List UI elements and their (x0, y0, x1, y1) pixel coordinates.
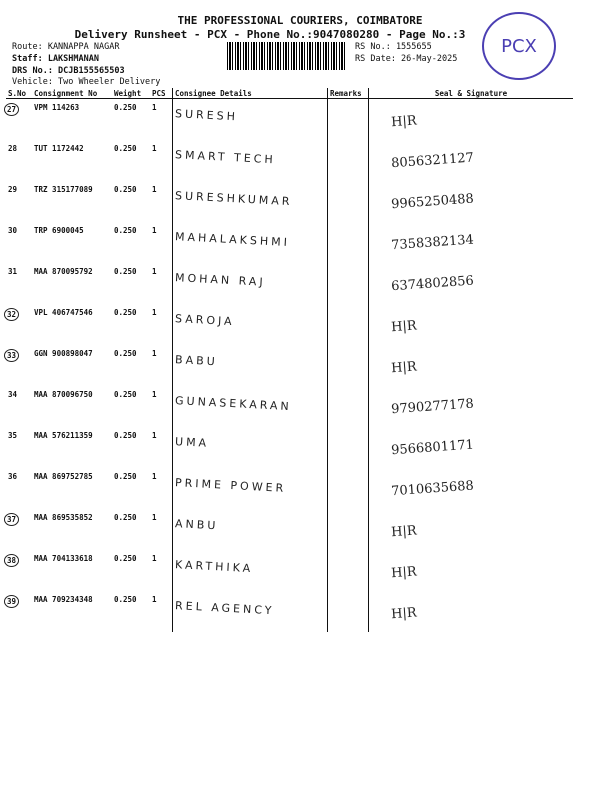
consignment-cell (32, 99, 112, 141)
table-row (6, 99, 573, 141)
signature-cell-text: H|R (390, 605, 418, 623)
weight-cell-text: 0.250 (114, 267, 137, 276)
consignee-cell (173, 468, 328, 509)
signature-cell (369, 345, 574, 386)
weight-cell (112, 468, 150, 509)
signature-cell (369, 222, 574, 263)
pcs-cell-text: 1 (152, 103, 157, 112)
consignee-cell (173, 591, 328, 632)
consignee-cell-text: REL AGENCY (174, 599, 275, 618)
consignment-cell-text: MAA 704133618 (34, 554, 93, 563)
signature-cell (369, 386, 574, 427)
sno-cell-text: 36 (8, 472, 18, 481)
table-row (6, 427, 573, 468)
pcs-cell (150, 427, 173, 468)
col-signature: Seal & Signature (369, 88, 574, 99)
col-weight: Weight (112, 88, 150, 99)
consignee-cell (173, 263, 328, 304)
consignee-cell (173, 99, 328, 141)
table-row (6, 345, 573, 386)
signature-cell-text: H|R (390, 359, 418, 377)
signature-cell-text: H|R (390, 113, 418, 131)
pcs-cell (150, 345, 173, 386)
consignment-cell-text: TRZ 315177089 (34, 185, 93, 194)
consignee-cell-text: SAROJA (174, 312, 235, 329)
sno-cell-text: 33 (4, 349, 19, 362)
consignment-cell-text: MAA 709234348 (34, 595, 93, 604)
pcs-cell-text: 1 (152, 226, 157, 235)
consignee-cell (173, 509, 328, 550)
consignee-cell (173, 550, 328, 591)
weight-cell (112, 345, 150, 386)
signature-cell-text: H|R (390, 564, 418, 582)
sno-cell (6, 468, 32, 509)
sno-cell-text: 29 (8, 185, 18, 194)
remarks-cell (328, 591, 369, 632)
pcs-cell-text: 1 (152, 144, 157, 153)
consignment-cell-text: TRP 6900045 (34, 226, 84, 235)
sno-cell (6, 427, 32, 468)
remarks-cell (328, 222, 369, 263)
weight-cell (112, 222, 150, 263)
signature-cell (369, 181, 574, 222)
signature-cell-text: 6374802856 (390, 273, 475, 295)
signature-cell (369, 550, 574, 591)
consignment-cell-text: MAA 869752785 (34, 472, 93, 481)
weight-cell-text: 0.250 (114, 308, 137, 317)
pcs-cell (150, 550, 173, 591)
consignment-cell (32, 386, 112, 427)
pcs-cell-text: 1 (152, 513, 157, 522)
sno-cell-text: 34 (8, 390, 18, 399)
consignee-cell-text: MOHAN RAJ (174, 271, 266, 289)
sno-cell-text: 30 (8, 226, 18, 235)
table-row (6, 386, 573, 427)
company-title: THE PROFESSIONAL COURIERS, COIMBATORE (177, 14, 423, 27)
remarks-cell (328, 386, 369, 427)
weight-cell (112, 509, 150, 550)
consignee-cell-text: UMA (174, 435, 210, 450)
consignee-cell (173, 140, 328, 181)
sno-cell (6, 386, 32, 427)
pcs-cell (150, 386, 173, 427)
remarks-cell (328, 550, 369, 591)
remarks-cell (328, 140, 369, 181)
pcs-cell-text: 1 (152, 554, 157, 563)
col-consignment: Consignment No (32, 88, 112, 99)
table-row (6, 222, 573, 263)
consignee-cell-text: ANBU (174, 517, 219, 533)
consignment-cell (32, 140, 112, 181)
consignment-cell (32, 468, 112, 509)
weight-cell (112, 386, 150, 427)
consignment-cell-text: MAA 870095792 (34, 267, 93, 276)
weight-cell (112, 263, 150, 304)
consignee-cell (173, 222, 328, 263)
col-remarks: Remarks (328, 88, 369, 99)
sno-cell-text: 31 (8, 267, 18, 276)
consignment-cell (32, 427, 112, 468)
pcs-cell (150, 591, 173, 632)
consignee-cell-text: MAHALAKSHMI (174, 230, 291, 250)
remarks-cell (328, 304, 369, 345)
consignee-cell (173, 345, 328, 386)
table-row (6, 550, 573, 591)
signature-cell (369, 468, 574, 509)
consignment-cell (32, 550, 112, 591)
consignment-cell-text: VPL 406747546 (34, 308, 93, 317)
sno-cell (6, 99, 32, 141)
table-row (6, 591, 573, 632)
pcs-cell (150, 304, 173, 345)
signature-cell (369, 304, 574, 345)
sno-cell (6, 345, 32, 386)
remarks-cell (328, 263, 369, 304)
consignment-cell (32, 222, 112, 263)
weight-cell (112, 140, 150, 181)
consignment-cell (32, 591, 112, 632)
consignee-cell-text: BABU (174, 353, 219, 369)
pcs-cell (150, 181, 173, 222)
signature-cell-text: 7358382134 (390, 232, 475, 254)
vehicle-label: Vehicle: Two Wheeler Delivery (12, 77, 161, 87)
signature-cell-text: H|R (390, 318, 418, 336)
weight-cell (112, 591, 150, 632)
table-header-row (6, 88, 573, 99)
weight-cell (112, 427, 150, 468)
sno-cell-text: 37 (4, 513, 19, 526)
pcs-cell (150, 140, 173, 181)
col-consignee: Consignee Details (173, 88, 328, 99)
pcs-cell (150, 468, 173, 509)
col-pcs: PCS (150, 88, 173, 99)
remarks-cell (328, 345, 369, 386)
consignee-cell-text: SMART TECH (174, 148, 276, 167)
table-row (6, 140, 573, 181)
signature-cell (369, 591, 574, 632)
signature-cell (369, 427, 574, 468)
pcs-cell (150, 509, 173, 550)
weight-cell (112, 550, 150, 591)
consignee-cell-text: SURESH (174, 107, 239, 124)
consignee-cell (173, 304, 328, 345)
signature-cell-text: 9965250488 (390, 191, 475, 213)
sno-cell (6, 263, 32, 304)
barcode-image (227, 42, 347, 70)
signature-cell-text: 8056321127 (390, 150, 475, 172)
remarks-cell (328, 99, 369, 141)
consignment-cell (32, 345, 112, 386)
weight-cell-text: 0.250 (114, 595, 137, 604)
consignment-cell-text: MAA 870096750 (34, 390, 93, 399)
consignment-cell-text: MAA 576211359 (34, 431, 93, 440)
consignee-cell (173, 427, 328, 468)
consignee-cell (173, 386, 328, 427)
weight-cell-text: 0.250 (114, 554, 137, 563)
sno-cell (6, 591, 32, 632)
sno-cell-text: 35 (8, 431, 18, 440)
weight-cell-text: 0.250 (114, 226, 137, 235)
table-row (6, 181, 573, 222)
sno-cell (6, 222, 32, 263)
consignment-cell-text: TUT 1172442 (34, 144, 84, 153)
weight-cell-text: 0.250 (114, 390, 137, 399)
table-row (6, 304, 573, 345)
consignment-cell (32, 509, 112, 550)
rs-date: RS Date: 26-May-2025 (355, 54, 458, 64)
weight-cell-text: 0.250 (114, 431, 137, 440)
sno-cell (6, 140, 32, 181)
consignment-cell-text: VPM 114263 (34, 103, 80, 112)
remarks-cell (328, 427, 369, 468)
pcs-cell-text: 1 (152, 267, 157, 276)
signature-cell-text: 9790277178 (390, 396, 475, 418)
weight-cell-text: 0.250 (114, 144, 137, 153)
weight-cell (112, 99, 150, 141)
signature-cell (369, 99, 574, 141)
signature-cell-text: H|R (390, 523, 418, 541)
sno-cell (6, 550, 32, 591)
consignee-cell-text: PRIME POWER (174, 476, 287, 495)
sno-cell (6, 181, 32, 222)
sno-cell-text: 28 (8, 144, 18, 153)
consignment-cell (32, 181, 112, 222)
runsheet-subtitle: Delivery Runsheet - PCX - Phone No.:9047080280 - Page No.:3 (74, 28, 466, 41)
table-row (6, 468, 573, 509)
remarks-cell (328, 181, 369, 222)
weight-cell-text: 0.250 (114, 349, 137, 358)
remarks-cell (328, 468, 369, 509)
route-label: Route: KANNAPPA NAGAR (12, 42, 120, 52)
weight-cell (112, 181, 150, 222)
runsheet-table (6, 88, 573, 632)
pcs-cell-text: 1 (152, 595, 157, 604)
rs-number: RS No.: 1555655 (355, 42, 432, 52)
signature-cell (369, 140, 574, 181)
pcs-cell (150, 99, 173, 141)
signature-cell (369, 263, 574, 304)
col-sno: S.No (6, 88, 32, 99)
consignee-cell-text: KARTHIKA (174, 558, 254, 576)
sno-cell-text: 32 (4, 308, 19, 321)
pcs-cell-text: 1 (152, 472, 157, 481)
consignee-cell (173, 181, 328, 222)
sno-cell-text: 27 (4, 103, 19, 116)
consignment-cell (32, 304, 112, 345)
consignee-cell-text: SURESHKUMAR (174, 189, 293, 209)
drs-label: DRS No.: DCJB155565503 (12, 66, 125, 76)
pcs-cell (150, 222, 173, 263)
pcx-stamp: PCX (482, 12, 556, 80)
consignment-cell (32, 263, 112, 304)
sno-cell-text: 38 (4, 554, 19, 567)
signature-cell (369, 509, 574, 550)
pcs-cell-text: 1 (152, 349, 157, 358)
weight-cell (112, 304, 150, 345)
remarks-cell (328, 509, 369, 550)
weight-cell-text: 0.250 (114, 513, 137, 522)
staff-label: Staff: LAKSHMANAN (12, 54, 99, 64)
pcs-cell (150, 263, 173, 304)
weight-cell-text: 0.250 (114, 185, 137, 194)
signature-cell-text: 9566801171 (390, 437, 475, 459)
sno-cell (6, 304, 32, 345)
pcs-cell-text: 1 (152, 185, 157, 194)
consignment-cell-text: GGN 900898047 (34, 349, 93, 358)
sno-cell (6, 509, 32, 550)
weight-cell-text: 0.250 (114, 103, 137, 112)
pcs-cell-text: 1 (152, 390, 157, 399)
pcs-cell-text: 1 (152, 308, 157, 317)
pcs-cell-text: 1 (152, 431, 157, 440)
signature-cell-text: 7010635688 (390, 478, 475, 500)
sno-cell-text: 39 (4, 595, 19, 608)
weight-cell-text: 0.250 (114, 472, 137, 481)
consignment-cell-text: MAA 869535852 (34, 513, 93, 522)
table-row (6, 509, 573, 550)
consignee-cell-text: GUNASEKARAN (174, 394, 293, 414)
table-row (6, 263, 573, 304)
